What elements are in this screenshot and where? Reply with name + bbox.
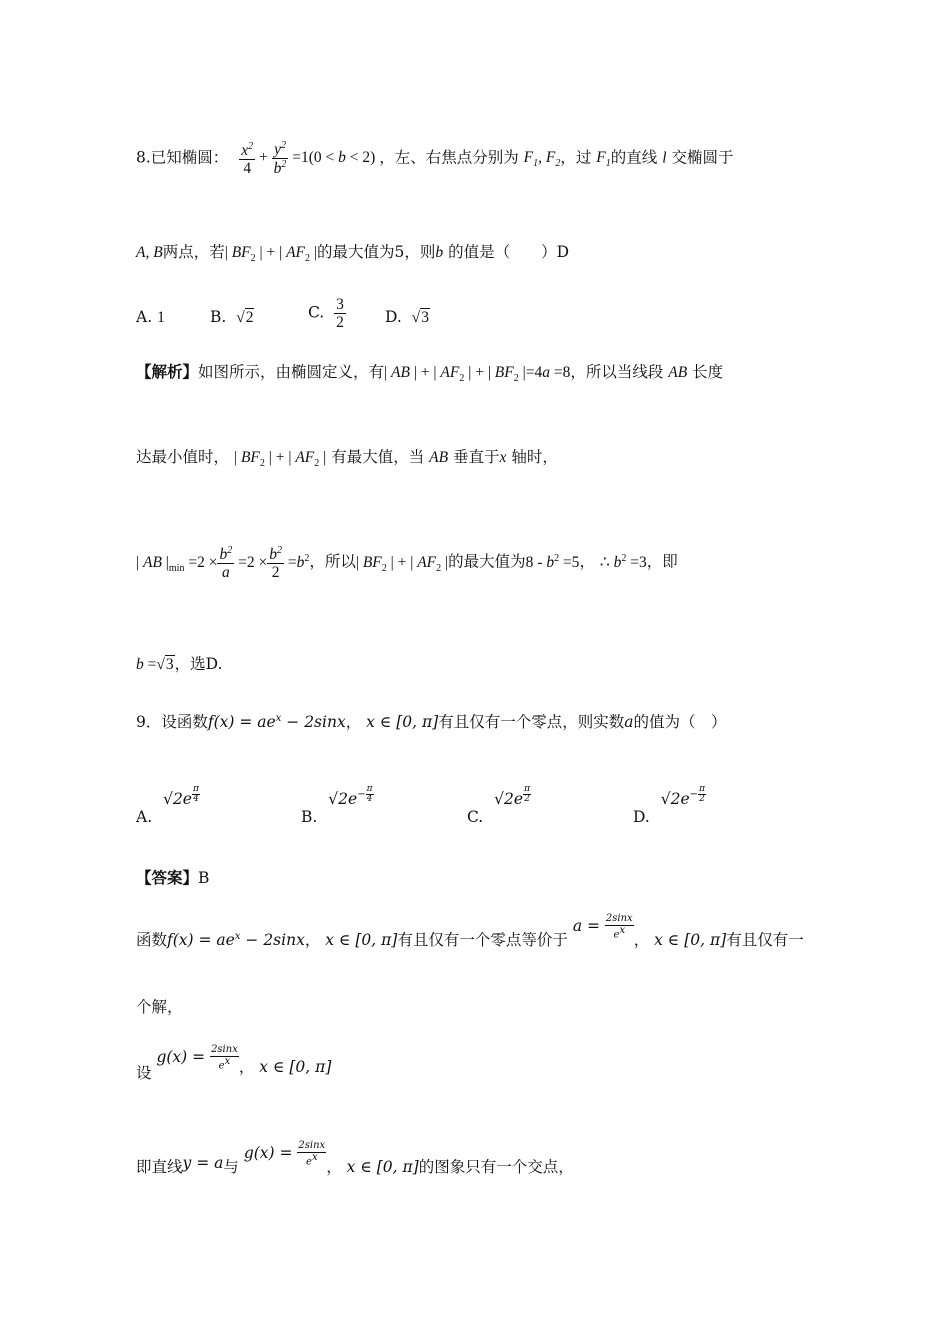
q8-analysis-line4: b =√3，选D. — [136, 655, 223, 673]
answer-value: B — [198, 869, 210, 887]
q9-option-d[interactable]: D. $√2e^{- \frac{\pi}{2}}$ — [633, 784, 705, 826]
analysis-tag: 【解析】 — [136, 362, 199, 381]
q8-option-c[interactable]: C. $\frac{3}{2}$ — [308, 296, 344, 332]
ellipse-equation: $\frac{x^2}{4}$ + $\frac{y^2}{b^2}$ =1(0 < b < 2) — [241, 140, 380, 178]
q9-solution-line1: 函数$f(x) = ae^x - 2\sin x$， x ∈ [0, π]有且仅有一个零点等价于 a = $\frac{2\sin x}{e^x}$ ， x ∈ [0, π]有且仅有一 — [136, 913, 804, 950]
q9-stem: 9．设函数$f(x) = ae^x - 2\sin x$， x ∈ [0, π]有且仅有一个零点，则实数a的值为（ ） — [136, 712, 727, 731]
q8-analysis-line3: | AB $|_{min} =2$ × $\frac{b^2}{a}$ =2 × $\frac{b^2}{2}$ $=b^2$，所以| $BF_2$ | + | $AF_2$ |的最大值为$8 - b^2 =5$， ∴ $b^2 =3$，即 — [136, 545, 678, 582]
therefore-symbol: ∴ $b^2 =3$ — [599, 552, 647, 571]
q8-stem-line1: 8.已知椭圆： $\frac{x^2}{4}$ + $\frac{y^2}{b^2}$ =1(0 < b < 2) ，左、右焦点分别为 $F_1$, $F_2$，过 $F_1$的直线 l 交椭圆于 — [136, 140, 734, 178]
q8-option-b[interactable]: B. √2 — [210, 308, 254, 326]
fraction-3-2: $\frac{3}{2}$ — [336, 296, 344, 332]
ab-min-formula: | AB $|_{min} =2$ × $\frac{b^2}{a}$ =2 × $\frac{b^2}{2}$ $=b^2$ — [136, 545, 310, 582]
q9-option-a[interactable]: A. √2e $^{\frac{\pi}{4}}$ — [136, 784, 199, 826]
sqrt-2: √2 — [236, 309, 254, 326]
q9-solution-line4: 即直线y = a与 g(x) = $\frac{2\sin x}{e^x}$ ， x ∈ [0, π]的图象只有一个交点， — [136, 1140, 574, 1177]
q8-option-a[interactable]: A. 1 — [136, 308, 165, 326]
q8-analysis-line1: 【解析】如图所示，由椭圆定义，有| AB | + | $AF_2$ | + | $BF_2$ |=4a =8，所以当线段 AB 长度 — [136, 362, 724, 385]
function-g-def: g(x) = $\frac{2\sin x}{e^x}$ — [156, 1044, 238, 1071]
q9-answer — [136, 866, 209, 888]
q9-solution-line3: 设 g(x) = $\frac{2\sin x}{e^x}$ ， x ∈ [0, π] — [136, 1044, 332, 1083]
q9-option-c[interactable]: C. √2e $^{\frac{\pi}{2}}$ — [467, 784, 531, 826]
q8-stem-text: 已知椭圆： — [150, 148, 229, 167]
q9-solution-line2: 个解， — [136, 998, 183, 1016]
q8-option-d[interactable]: D. √3 — [385, 308, 429, 326]
function-f-def: $f(x) = ae^x - 2\sin x$ — [207, 712, 346, 731]
question-number: 8. — [136, 148, 151, 167]
sqrt-3: √3 — [411, 309, 429, 326]
q8-stem-line2: A, B两点，若| $BF_2$ | + | $AF_2$ |的最大值为5，则b 的值是（ ）D — [136, 243, 569, 265]
answer-tag: 【答案】 — [136, 868, 199, 887]
q9-option-b[interactable]: B. $√2e^{- \frac{\pi}{4}}$ — [301, 784, 373, 826]
q8-analysis-line2: 达最小值时， | $BF_2$ | + | $AF_2$ | 有最大值，当 AB 垂直于x 轴时， — [136, 448, 558, 470]
question-number: 9． — [136, 713, 162, 731]
foci-symbols: $F_1$, $F_2$ — [523, 149, 561, 170]
